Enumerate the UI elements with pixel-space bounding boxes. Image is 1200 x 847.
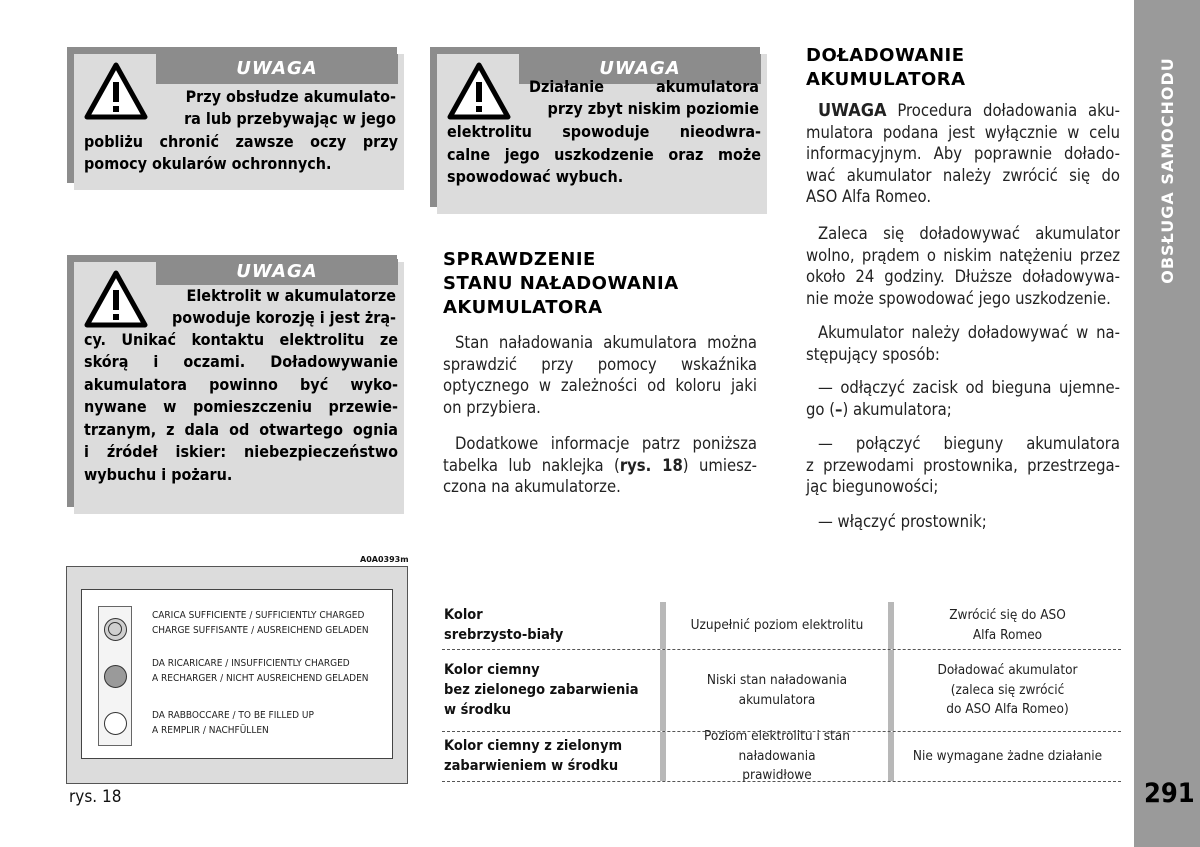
warning-line: skórą i oczami. Doładowywanie	[84, 352, 398, 371]
figure-caption: rys. 18	[69, 787, 122, 807]
cell-line: zabarwieniem w środku	[444, 757, 619, 774]
text-line: stępujący sposób:	[806, 344, 940, 364]
warning-line: Elektrolit w akumulatorze	[186, 286, 396, 305]
warning-title: UWAGA	[519, 54, 761, 84]
paragraph	[443, 433, 757, 498]
indicator-strip	[98, 606, 132, 746]
indicator-text-line: DA RABBOCCARE / TO BE FILLED UP	[152, 710, 314, 721]
paragraph	[806, 100, 1120, 208]
table-cell-color	[442, 650, 660, 731]
text-line: on przybiera.	[443, 397, 541, 417]
warning-triangle-icon	[84, 62, 148, 120]
text-line: — odłączyć zacisk od bieguna ujemne-	[818, 378, 1120, 397]
list-item	[806, 377, 1120, 420]
table-cell-action	[888, 732, 1121, 781]
cell-line: Uzupełnić poziom elektrolitu	[690, 616, 864, 633]
paragraph	[806, 223, 1120, 309]
warning-box-level	[437, 54, 767, 214]
note-label: UWAGA	[818, 100, 887, 121]
text-line: — włączyć prostownik;	[818, 512, 987, 531]
indicator-text	[152, 656, 369, 686]
cell-line: Kolor ciemny	[444, 661, 540, 678]
table-cell-state	[660, 650, 888, 731]
cell-line: Poziom elektrolitu i stan naładowania	[704, 728, 850, 764]
text-line: wolno, prądem o niskim natężeniu przez	[806, 245, 1120, 265]
heading-line: SPRAWDZENIE	[443, 249, 596, 270]
cell-line: Nie wymagane żadne działanie	[912, 747, 1103, 764]
warning-triangle-icon	[447, 62, 511, 120]
cell-line: Kolor	[444, 606, 483, 623]
indicator-text-line: DA RICARICARE / INSUFFICIENTLY CHARGED	[152, 658, 350, 669]
indicator-text-line: A RECHARGER / NICHT AUSREICHEND GELADEN	[152, 673, 369, 684]
text-line: optycznego w zależności od koloru jaki	[443, 376, 757, 395]
warning-line: spowodować wybuch.	[447, 167, 624, 186]
text-line: Dodatkowe informacje patrz poniższa	[455, 434, 757, 453]
cell-line: Alfa Romeo	[972, 626, 1043, 643]
warning-triangle-icon	[84, 270, 148, 328]
chapter-title-text: OBSŁUGA SAMOCHODU	[1157, 56, 1177, 284]
cell-line: Zwrócić się do ASO	[949, 607, 1066, 623]
warning-title: UWAGA	[156, 259, 398, 285]
warning-line: ra lub przebywając w jego	[184, 109, 396, 128]
table-cell-color	[442, 602, 660, 649]
figure-reference: rys. 18	[619, 455, 683, 475]
text-line: ASO Alfa Romeo.	[806, 187, 932, 206]
figure-code: A0A0393m	[360, 555, 409, 564]
text-line: wać akumulator należy zwrócić się do	[806, 165, 1120, 185]
cell-line: Niski stan naładowania akumulatora	[706, 672, 848, 708]
table-cell-color	[442, 732, 660, 781]
warning-box-electrolyte	[74, 262, 404, 514]
table-cell-action	[888, 650, 1121, 731]
table-cell-state	[660, 602, 888, 649]
indicator-text-line: CHARGE SUFFISANTE / AUSREICHEND GELADEN	[152, 625, 369, 636]
table-row	[442, 728, 1121, 784]
warning-line: trzanym, z dala od otwartego ognia	[84, 420, 398, 439]
text-line: sprawdzić przy pomocy wskaźnika	[443, 354, 757, 374]
text-line: mulatora podana jest wyłącznie w celu	[806, 122, 1120, 142]
indicator-label	[81, 589, 393, 759]
list-item	[806, 511, 1120, 533]
cell-line: prawidłowe	[742, 767, 812, 784]
warning-line: i źródeł iskier: niebezpieczeństwo	[84, 442, 398, 461]
warning-box-eyes	[74, 54, 404, 190]
cell-line: Kolor ciemny z zielonym	[444, 737, 623, 754]
warning-line: akumulatora powinno być wyko-	[84, 375, 398, 394]
text-line	[806, 399, 1120, 421]
text-line: nie może spowodować jego uszkodzenie.	[806, 288, 1111, 308]
text-line: około 24 godziny. Dłuższe doładowywa-	[806, 267, 1120, 286]
heading-line: AKUMULATORA	[443, 297, 603, 318]
warning-line: Przy obsłudze akumulato-	[185, 87, 396, 106]
cell-line: Doładować akumulator	[937, 662, 1078, 679]
table-cell-state	[660, 728, 888, 784]
text-line	[443, 455, 757, 477]
text-fragment: ) umiesz-	[682, 455, 757, 475]
minus-sign: –	[835, 399, 843, 419]
chapter-title	[1134, 0, 1200, 340]
table-row	[442, 650, 1121, 732]
text-line: czona na akumulatorze.	[443, 477, 621, 496]
cell-line: bez zielonego zabarwienia	[444, 681, 639, 698]
warning-line: elektrolitu spowoduje nieodwra-	[447, 122, 761, 141]
section-heading	[443, 248, 679, 320]
indicator-charged-icon	[104, 618, 127, 641]
cell-line: srebrzysto-biały	[444, 626, 564, 643]
cell-line: w środku	[444, 701, 512, 718]
text-line: Akumulator należy doładowywać w na-	[818, 323, 1120, 342]
text-fragment: go (	[806, 399, 836, 419]
cell-line: (zaleca się zwrócić	[950, 681, 1065, 698]
cell-line: do ASO Alfa Romeo)	[946, 701, 1069, 718]
warning-line: nywane w pomieszczeniu przewie-	[84, 397, 398, 416]
indicator-low-charge-icon	[104, 665, 127, 688]
table-cell-action	[888, 602, 1121, 649]
warning-line: wybuchu i pożaru.	[84, 465, 233, 484]
text-line: jąc biegunowości;	[806, 477, 939, 496]
warning-line: pobliżu chronić zawsze oczy przy	[84, 132, 398, 151]
text-line	[806, 100, 1120, 122]
paragraph	[443, 332, 757, 418]
warning-line: cy. Unikać kontaktu elektrolitu ze	[84, 330, 398, 349]
heading-line: DOŁADOWANIE	[806, 45, 965, 66]
indicator-text-line: CARICA SUFFICIENTE / SUFFICIENTLY CHARGED	[152, 610, 365, 621]
indicator-fill-up-icon	[104, 712, 127, 735]
paragraph	[806, 322, 1120, 365]
indicator-text	[152, 608, 369, 638]
table-row	[442, 602, 1121, 650]
warning-line: calne jego uszkodzenie oraz może	[447, 145, 761, 164]
text-line: Stan naładowania akumulatora można	[455, 333, 757, 352]
page-number: 291	[1144, 778, 1195, 809]
battery-indicator-figure	[66, 566, 408, 784]
section-heading	[806, 44, 966, 92]
warning-line: powoduje korozję i jest żrą-	[172, 308, 396, 327]
indicator-table	[442, 602, 1121, 782]
warning-line: Działanie akumulatora	[529, 77, 759, 96]
indicator-text-line: A REMPLIR / NACHFÜLLEN	[152, 725, 269, 736]
text-fragment: ) akumulatora;	[842, 399, 952, 419]
text-line: Zaleca się doładowywać akumulator	[818, 224, 1120, 243]
heading-line: AKUMULATORA	[806, 69, 966, 90]
warning-title: UWAGA	[156, 54, 398, 84]
indicator-text	[152, 708, 314, 738]
text-line: z przewodami prostownika, przestrzega-	[806, 455, 1120, 475]
warning-line: pomocy okularów ochronnych.	[84, 154, 332, 173]
warning-line: przy zbyt niskim poziomie	[547, 99, 759, 118]
text-fragment: tabelka lub naklejka (	[443, 455, 620, 475]
heading-line: STANU NAŁADOWANIA	[443, 273, 679, 294]
text-line: informacyjnym. Aby poprawnie dołado-	[806, 144, 1120, 163]
text-line: — połączyć bieguny akumulatora	[818, 434, 1120, 453]
text-fragment: Procedura doładowania aku-	[886, 101, 1120, 120]
list-item	[806, 433, 1120, 498]
